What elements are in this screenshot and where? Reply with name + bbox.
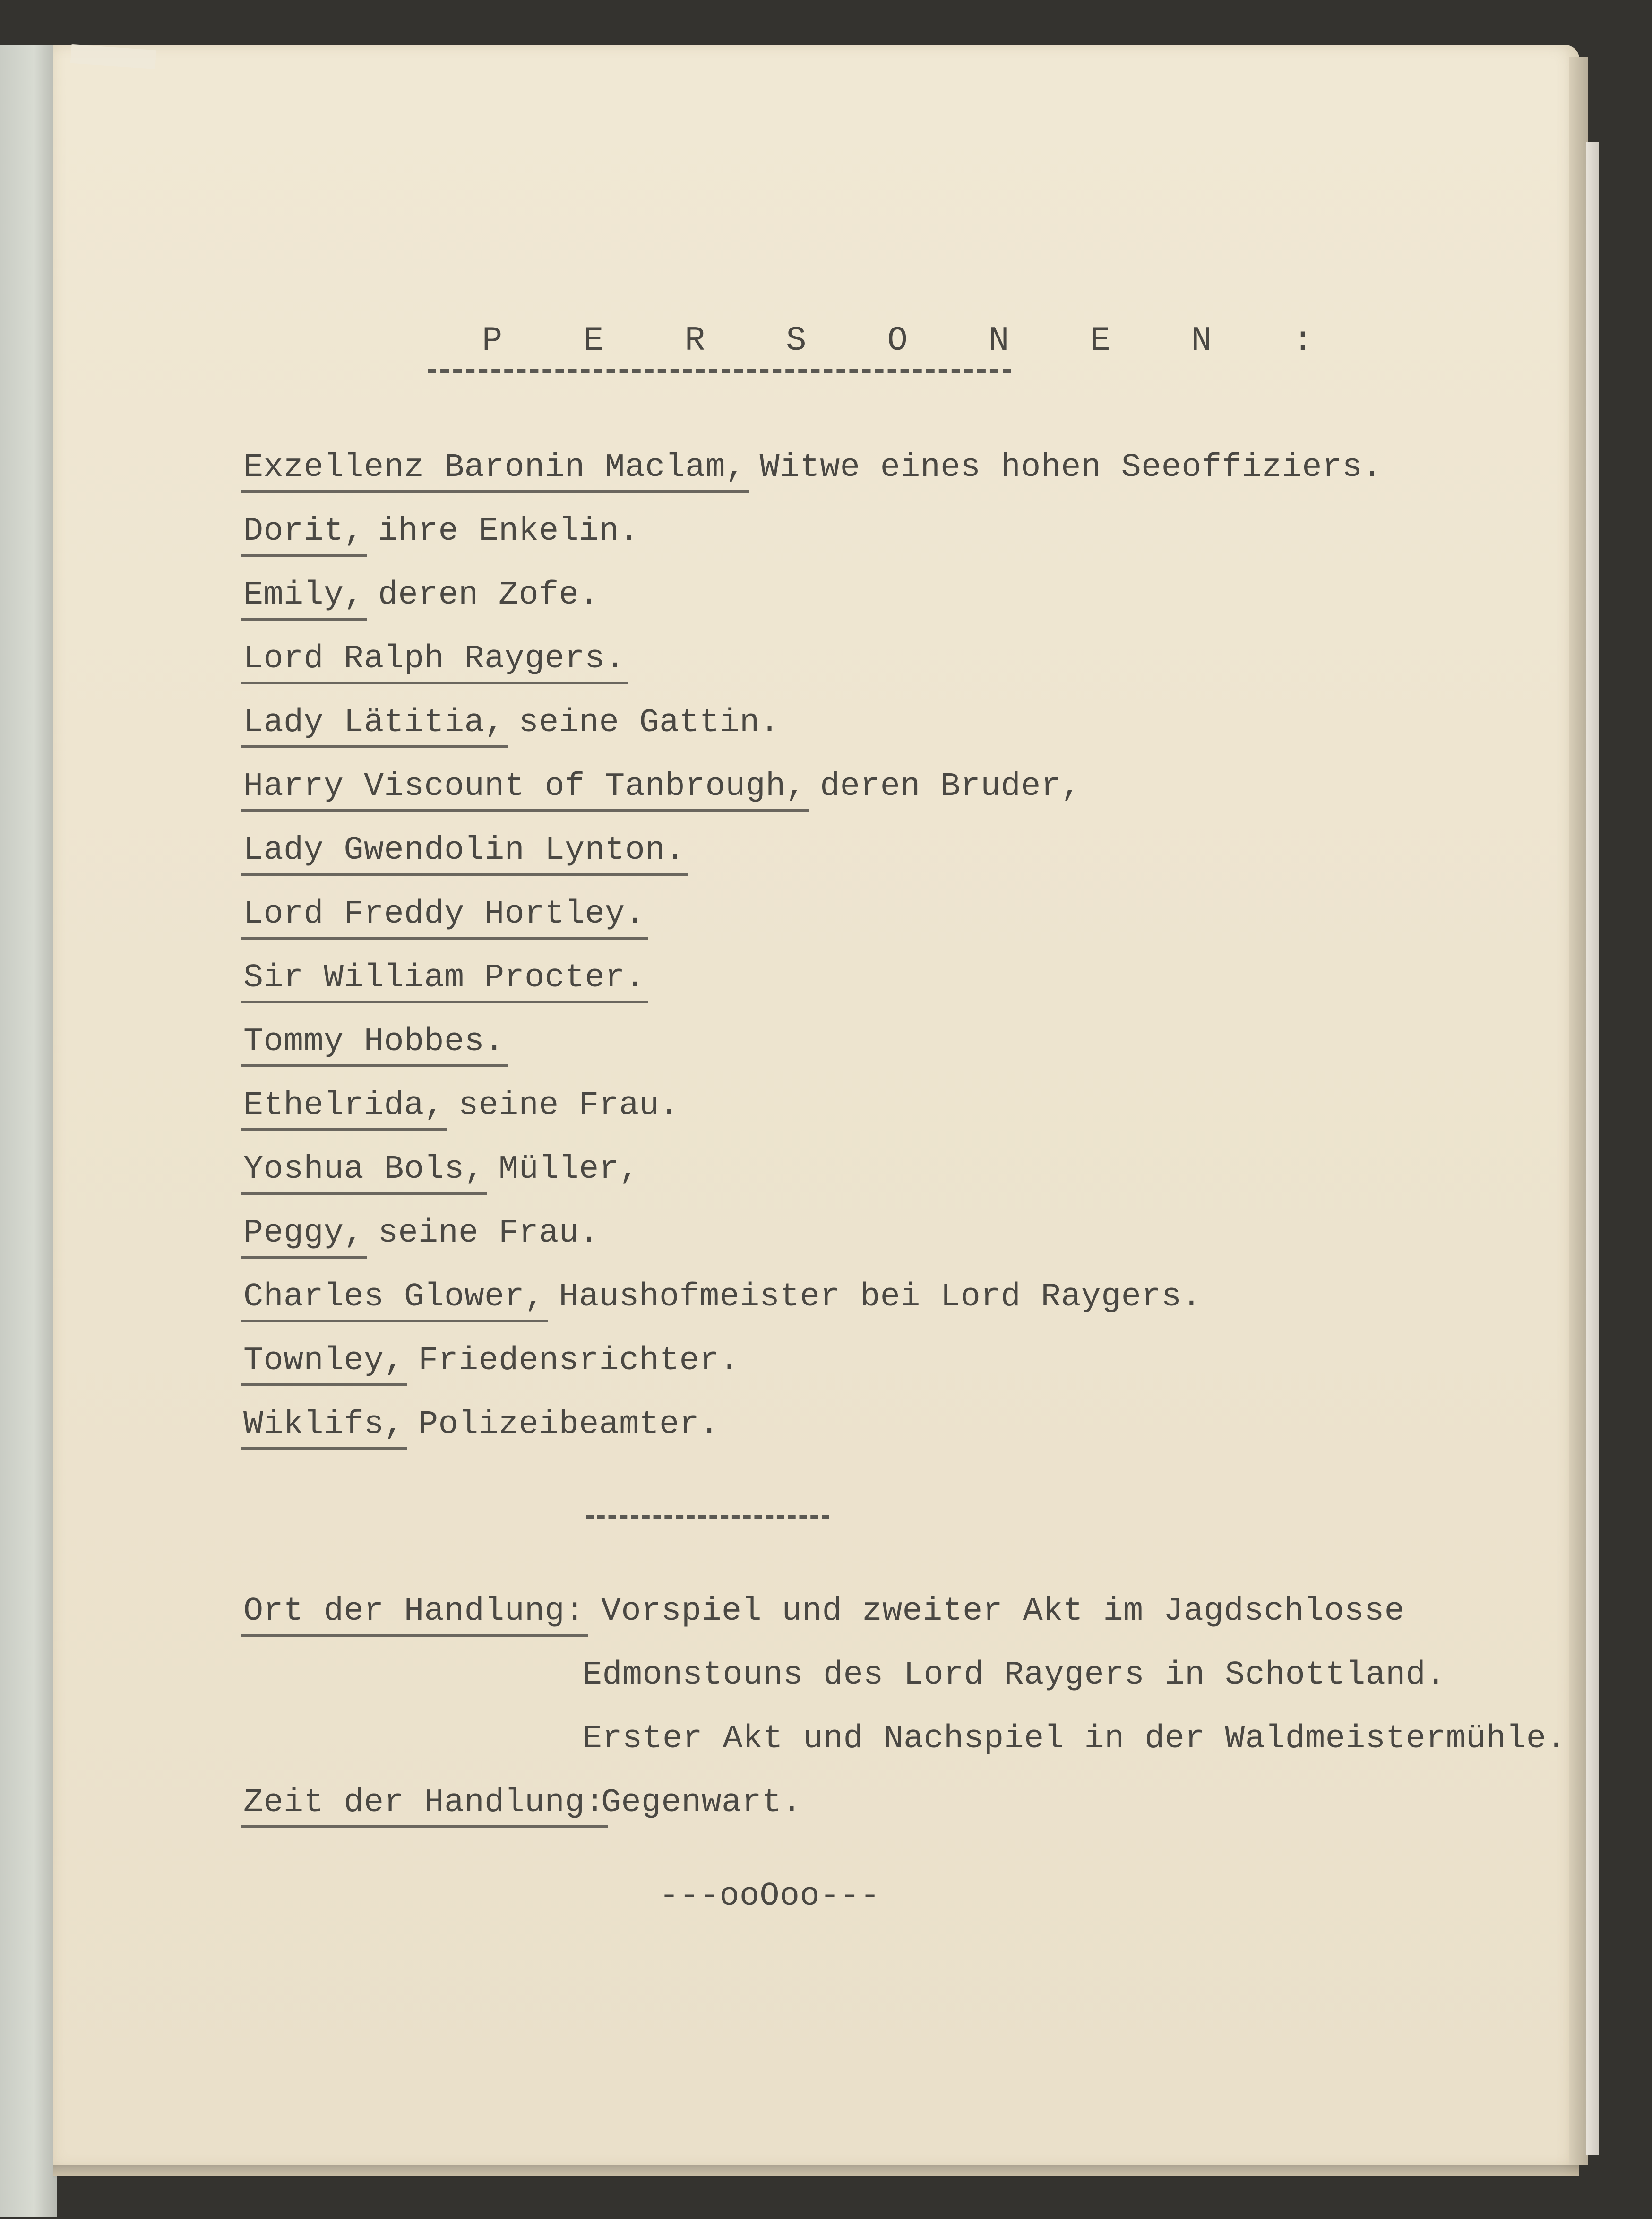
cast-name: Harry Viscount of Tanbrough, [243,768,806,805]
cast-name: Charles Glower, [243,1278,545,1316]
cast-desc: deren Zofe. [378,577,599,614]
cast-row-13 [243,1217,599,1250]
page-stack-right [1586,142,1599,2155]
section-divider [586,1515,829,1519]
cast-desc: ihre Enkelin. [378,513,639,550]
cast-name: Peggy, [243,1215,364,1252]
time-label-text: Zeit der Handlung: [243,1784,605,1822]
cast-desc: Polizeibeamter. [418,1406,720,1443]
cast-name: Lord Freddy Hortley. [243,896,645,933]
cast-name: Townley, [243,1342,404,1380]
place-line-1: Vorspiel und zweiter Akt im Jagdschlosse [601,1593,1405,1630]
cast-row-10 [243,1023,505,1061]
cast-row-6 [243,770,1081,803]
cast-desc: seine Frau. [458,1087,680,1124]
cast-name: Tommy Hobbes. [243,1023,505,1061]
cast-desc: Müller, [499,1151,639,1188]
page-title: P E R S O N E N : [482,321,1343,360]
title-underline [428,369,1011,373]
place-label [243,1595,585,1628]
time-text: Gegenwart. [601,1784,802,1822]
cast-row-12 [243,1153,639,1186]
cast-row-16 [243,1408,720,1442]
cast-desc: deren Bruder, [820,768,1081,805]
cast-name: Lady Gwendolin Lynton. [243,832,686,869]
cast-name: Lady Lätitia, [243,704,505,742]
cast-row-2 [243,515,639,548]
place-line-2: Edmonstouns des Lord Raygers in Schottland. [582,1657,1446,1694]
cast-name: Dorit, [243,513,364,550]
cast-desc: Haushofmeister bei Lord Raygers. [559,1278,1202,1316]
cast-desc: Witwe eines hohen Seeoffiziers. [759,449,1383,486]
cast-row-7 [243,834,685,867]
cast-name: Emily, [243,577,364,614]
cast-row-15 [243,1342,740,1380]
place-line-3: Erster Akt und Nachspiel in der Waldmeistermühle. [582,1720,1566,1758]
cast-name: Wiklifs, [243,1406,404,1443]
page-edge-right [1569,57,1588,2165]
cast-row-9 [243,959,645,997]
cast-name: Ethelrida, [243,1087,445,1124]
place-label-text: Ort der Handlung: [243,1593,585,1630]
cast-desc: seine Gattin. [518,704,780,742]
cast-row-1 [243,451,1382,484]
cast-row-5 [243,704,780,742]
cast-row-8 [243,898,645,931]
end-ornament: ---ooOoo--- [659,1878,880,1915]
cast-name: Yoshua Bols, [243,1151,485,1188]
cast-row-3 [243,579,599,612]
time-label [243,1784,605,1822]
cast-row-4 [243,640,625,678]
left-page-edge [0,45,57,2217]
cast-name: Exzellenz Baronin Maclam, [243,449,746,486]
cast-row-14 [243,1278,1202,1316]
page-shadow [53,2165,1579,2179]
cast-desc: seine Frau. [378,1215,599,1252]
cast-desc: Friedensrichter. [418,1342,740,1380]
cast-row-11 [243,1089,680,1122]
cast-name: Lord Ralph Raygers. [243,640,625,678]
cast-name: Sir William Procter. [243,959,645,997]
